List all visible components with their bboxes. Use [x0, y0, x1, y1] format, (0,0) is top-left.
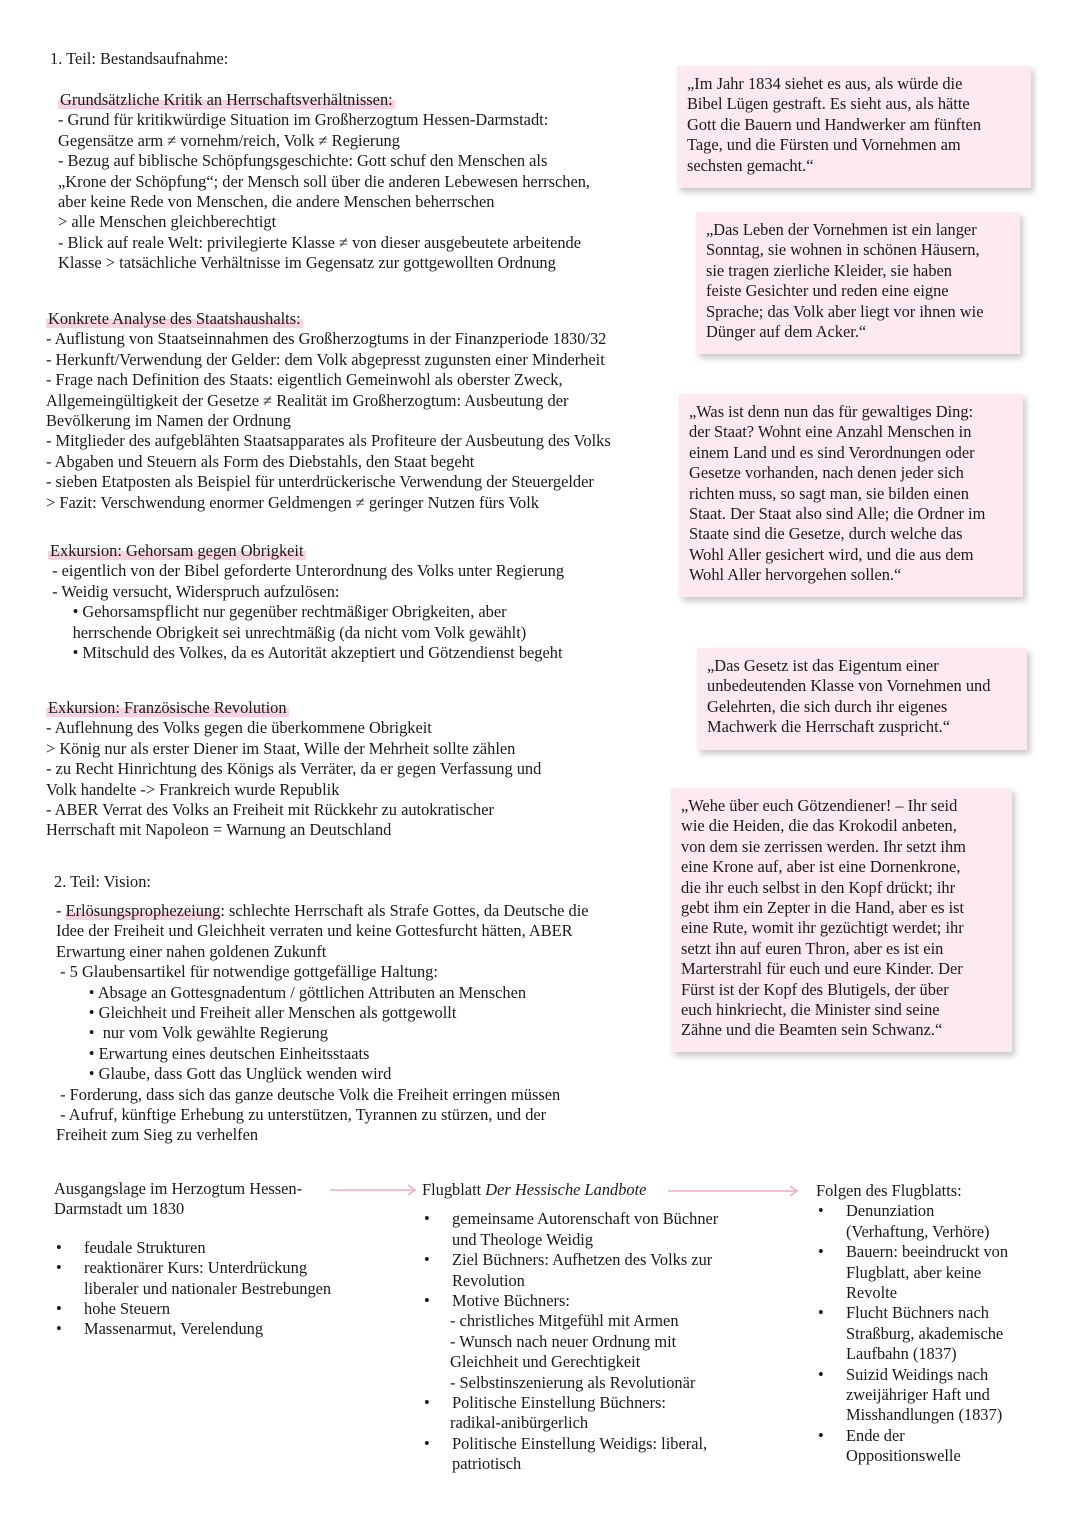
- arrow-right-icon: [668, 1185, 800, 1197]
- bullet-icon: •: [424, 1291, 430, 1311]
- quote-card: [679, 394, 1023, 597]
- bullet-icon: •: [56, 1319, 62, 1339]
- bullet-icon: •: [818, 1364, 824, 1384]
- text-line: Gegensätze arm ≠ vornehm/reich, Volk ≠ Regierung: [58, 130, 400, 150]
- quote-line: Staate sind die Gesetze, durch welche das: [689, 524, 963, 544]
- text-line: „Krone der Schöpfung“; der Mensch soll über die anderen Lebewesen herrschen,: [58, 171, 591, 191]
- text-line: • Absage an Gottesgnadentum / göttlichen Attributen an Menschen: [56, 982, 527, 1002]
- text-line: - Weidig versucht, Widerspruch aufzulösen:: [48, 581, 340, 601]
- list-item: • Denunziation (Verhaftung, Verhöre): [818, 1201, 990, 1241]
- quote-line: „Wehe über euch Götzendiener! – Ihr seid: [681, 796, 958, 815]
- quote-line: Sonntag, sie wohnen in schönen Häusern,: [706, 240, 980, 260]
- flow-title: Darmstadt um 1830: [54, 1199, 185, 1219]
- text-line: • Mitschuld des Volkes, da es Autorität akzeptiert und Götzendienst begeht: [48, 643, 563, 663]
- text-line: Herrschaft mit Napoleon = Warnung an Deutschland: [46, 820, 392, 840]
- text-line: • Glaube, dass Gott das Unglück wenden wird: [56, 1064, 392, 1084]
- quote-line: Wohl Aller hervorgehen sollen.“: [689, 565, 902, 585]
- bullet-icon: •: [818, 1303, 824, 1323]
- text-line: Klasse > tatsächliche Verhältnisse im Gegensatz zur gottgewollten Ordnung: [58, 253, 556, 273]
- quote-line: wie die Heiden, die das Krokodil anbeten,: [681, 816, 957, 836]
- prophecy-text: : schlechte Herrschaft als Strafe Gottes, da Deutsche die: [220, 901, 589, 920]
- section-heading-revolution: Exkursion: Französische Revolution: [48, 698, 287, 717]
- text-line: - Auflistung von Staatseinnahmen des Großherzogtums in der Finanzperiode 1830/32: [46, 329, 607, 349]
- flow-title: Folgen des Flugblatts:: [816, 1181, 962, 1200]
- text-line: > König nur als erster Diener im Staat, Wille der Mehrheit sollte zählen: [46, 738, 516, 758]
- text-line: • Erwartung eines deutschen Einheitsstaats: [56, 1043, 370, 1063]
- quote-line: Zähne und die Beamten sein Schwanz.“: [681, 1020, 943, 1040]
- part1-title: 1. Teil: Bestandsaufnahme:: [50, 49, 229, 68]
- quote-line: sie tragen zierliche Kleider, sie haben: [706, 260, 952, 280]
- flow-title: Flugblatt Der Hessische Landbote: [422, 1180, 647, 1199]
- text-line: Bevölkerung im Namen der Ordnung: [46, 411, 291, 431]
- list-item: • feudale Strukturen: [56, 1237, 206, 1257]
- text-line: - ABER Verrat des Volks an Freiheit mit Rückkehr zu autokratischer: [46, 800, 494, 820]
- quote-line: die ihr euch selbst in den Kopf drückt; ihr: [681, 877, 956, 897]
- section-heading-gehorsam: Exkursion: Gehorsam gegen Obrigkeit: [50, 541, 304, 560]
- flugblatt-title: Der Hessische Landbote: [485, 1180, 647, 1199]
- text-line: > Fazit: Verschwendung enormer Geldmengen ≠ geringer Nutzen fürs Volk: [46, 492, 539, 512]
- flow-col-flugblatt: [422, 1180, 752, 1475]
- bullet-icon: •: [56, 1237, 62, 1257]
- text-line: - sieben Etatposten als Beispiel für unterdrückerische Verwendung der Steuergelder: [46, 472, 594, 492]
- text-line: - Wunsch nach neuer Ordnung mit: [450, 1331, 677, 1351]
- text-line: - Abgaben und Steuern als Form des Diebstahls, den Staat begeht: [46, 451, 475, 471]
- text-line: - christliches Mitgefühl mit Armen: [450, 1311, 679, 1331]
- quote-line: „Im Jahr 1834 siehet es aus, als würde die: [687, 74, 963, 93]
- quote-line: Marterstrahl für euch und eure Kinder. Der: [681, 959, 963, 979]
- quote-line: Dünger auf dem Acker.“: [706, 322, 867, 342]
- list-item: • hohe Steuern: [56, 1299, 171, 1319]
- text-line: - Aufruf, künftige Erhebung zu unterstützen, Tyrannen zu stürzen, und der: [56, 1105, 547, 1125]
- text-line: • Gleichheit und Freiheit aller Menschen als gottgewollt: [56, 1003, 457, 1023]
- section-heading-analyse: Konkrete Analyse des Staatshaushalts:: [48, 309, 301, 328]
- quote-line: Wohl Aller gesichert wird, und die aus dem: [689, 544, 974, 564]
- text-line: Freiheit zum Sieg zu verhelfen: [56, 1125, 259, 1145]
- text-line: - Selbstinszenierung als Revolutionär: [450, 1372, 696, 1392]
- bullet-icon: •: [56, 1258, 62, 1278]
- quote-line: Bibel Lügen gestraft. Es sieht aus, als hätte: [687, 94, 970, 114]
- text-line: herrschende Obrigkeit sei unrechtmäßig (da nicht vom Volk gewählt): [48, 622, 527, 642]
- text-line: > alle Menschen gleichberechtigt: [58, 212, 277, 232]
- quote-line: eine Rute, womit ihr gezüchtigt werdet; ihr: [681, 918, 964, 938]
- text-line: - Frage nach Definition des Staats: eigentlich Gemeinwohl als oberster Zweck,: [46, 370, 563, 390]
- list-item: • Ziel Büchners: Aufhetzen des Volks zur Revolution: [424, 1250, 713, 1290]
- text-line: - zu Recht Hinrichtung des Königs als Verräter, da er gegen Verfassung und: [46, 759, 542, 779]
- list-item: • Suizid Weidings nach zweijähriger Haft und Misshandlungen (1837): [818, 1364, 1003, 1425]
- prophecy-label: Erlösungsprophezeiung: [65, 901, 221, 920]
- quote-line: von dem sie zerrissen werden. Ihr setzt ihm: [681, 836, 966, 856]
- quote-line: setzt ihn auf euren Thron, aber es ist ein: [681, 938, 944, 958]
- quote-line: „Das Gesetz ist das Eigentum einer: [707, 656, 939, 675]
- bullet-icon: •: [424, 1393, 430, 1413]
- quote-line: Machwerk die Herrschaft zuspricht.“: [707, 717, 951, 737]
- quote-line: euch hinkriecht, die Minister sind seine: [681, 1000, 940, 1020]
- text-line: - Auflehnung des Volks gegen die überkommene Obrigkeit: [46, 718, 432, 738]
- quote-line: Gelehrten, die sich durch ihr eigenes: [707, 696, 948, 716]
- section-gehorsam: [48, 541, 564, 663]
- list-item: • Ende der Oppositionswelle: [818, 1425, 961, 1466]
- text-line: - Mitglieder des aufgeblähten Staatsapparates als Profiteure der Ausbeutung des Volks: [46, 431, 611, 451]
- list-item: • reaktionärer Kurs: Unterdrückung liberaler und nationaler Bestrebungen: [56, 1258, 332, 1298]
- quote-line: Gott die Bauern und Handwerker am fünften: [687, 114, 982, 134]
- bullet-icon: •: [424, 1433, 430, 1453]
- text-line: - Blick auf reale Welt: privilegierte Klasse ≠ von dieser ausgebeutete arbeitende: [58, 232, 582, 252]
- section-analyse: [46, 309, 611, 513]
- text-line: aber keine Rede von Menschen, die andere Menschen beherrschen: [58, 192, 495, 212]
- text-line: - Bezug auf biblische Schöpfungsgeschichte: Gott schuf den Menschen als: [58, 151, 548, 171]
- text-line: Volk handelte -> Frankreich wurde Republik: [46, 779, 340, 799]
- motives-list: [422, 1311, 752, 1393]
- quote-line: der Staat? Wohnt eine Anzahl Menschen in: [689, 422, 972, 442]
- quote-card: [697, 648, 1027, 750]
- quote-line: richten muss, so sagt man, sie bilden einen: [689, 483, 969, 503]
- bullet-icon: •: [424, 1250, 430, 1270]
- text-line: Gleichheit und Gerechtigkeit: [450, 1352, 641, 1372]
- quote-line: „Was ist denn nun das für gewaltiges Ding:: [689, 402, 974, 421]
- flow-col-ausgangslage: [54, 1179, 334, 1340]
- quote-line: Sprache; das Volk aber liegt vor ihnen wie: [706, 301, 984, 321]
- quote-line: Gesetze vorhanden, nach denen jeder sich: [689, 463, 964, 483]
- text-line: • Gehorsamspflicht nur gegenüber rechtmäßiger Obrigkeiten, aber: [48, 602, 507, 622]
- quote-line: feiste Gesichter und reden eine eigne: [706, 281, 949, 301]
- quote-line: gebt ihm ein Zepter in die Hand, aber es ist: [681, 898, 965, 918]
- quote-line: einem Land und es sind Verordnungen oder: [689, 442, 975, 462]
- bullet-icon: •: [818, 1242, 824, 1262]
- quote-card: [696, 212, 1020, 354]
- list-item: • Politische Einstellung Weidigs: liberal, patriotisch: [424, 1433, 708, 1474]
- list-item: • Massenarmut, Verelendung: [56, 1319, 264, 1339]
- text-line: Allgemeingültigkeit der Gesetze ≠ Realität im Großherzogtum: Ausbeutung der: [46, 390, 569, 410]
- list-item: • Politische Einstellung Büchners: radikal-anibürgerlich: [424, 1393, 666, 1433]
- kritik-lines: [58, 110, 590, 273]
- quote-line: „Das Leben der Vornehmen ist ein langer: [706, 220, 977, 239]
- section-heading-kritik: Grundsätzliche Kritik an Herrschaftsverhältnissen:: [60, 90, 393, 109]
- bullet-icon: •: [818, 1425, 824, 1445]
- quote-line: eine Krone auf, aber ist eine Dornenkrone,: [681, 857, 961, 877]
- bullet-icon: •: [818, 1201, 824, 1221]
- text-line: - 5 Glaubensartikel für notwendige gottgefällige Haltung:: [56, 962, 438, 982]
- quote-line: Fürst ist der Kopf des Blutigels, der über: [681, 979, 949, 999]
- text-line: - Herkunft/Verwendung der Gelder: dem Volk abgepresst zugunsten einer Minderheit: [46, 349, 605, 369]
- text-line: Erwartung einer nahen goldenen Zukunft: [56, 941, 327, 961]
- section-revolution: [46, 698, 541, 841]
- list-item: • Motive Büchners:: [424, 1291, 570, 1311]
- section-kritik: [58, 90, 590, 274]
- arrow-right-icon: [330, 1184, 418, 1196]
- quote-card: [671, 788, 1012, 1052]
- text-line: - Forderung, dass sich das ganze deutsche Volk die Freiheit erringen müssen: [56, 1084, 561, 1104]
- section-vision: - Erlösungsprophezeiung: schlechte Herrschaft als Strafe Gottes, da Deutsche die Idee der Freiheit und Gleichheit verraten und keine Gottesfurcht hätten, ABER Erwartung einer nahen goldenen Zukunft - 5 Glaubensartikel für notwendige gottgefällige Haltung: • Absage an Gottesgnadentum / göttlichen Attributen an Menschen • Gleichheit und Freiheit aller Menschen als gottgewollt • nur vom Volk gewählte Regierung • Erwartung eines deutschen Einheitsstaats • Glaube, dass Gott das Unglück wenden wird - Forderung, dass sich das ganze deutsche Volk die Freiheit erringen müssen - Aufruf, künftige Erhebung zu unterstützen, Tyrannen zu stürzen, und der Freiheit zum Sieg zu verhelfen: [56, 901, 589, 1145]
- bullet-icon: •: [56, 1299, 62, 1319]
- list-item: • Flucht Büchners nach Straßburg, akademische Laufbahn (1837): [818, 1303, 1004, 1364]
- part2-title: 2. Teil: Vision:: [54, 872, 151, 891]
- quote-line: unbedeutenden Klasse von Vornehmen und: [707, 676, 991, 696]
- text-line: Idee der Freiheit und Gleichheit verraten und keine Gottesfurcht hätten, ABER: [56, 921, 573, 941]
- quote-line: Tage, und die Fürsten und Vornehmen am: [687, 135, 961, 155]
- list-item: • Bauern: beeindruckt von Flugblatt, aber keine Revolte: [818, 1242, 1009, 1303]
- text-line: - eigentlich von der Bibel geforderte Unterordnung des Volks unter Regierung: [48, 561, 565, 581]
- list-item: • gemeinsame Autorenschaft von Büchner und Theologe Weidig: [424, 1209, 719, 1249]
- text-line: • nur vom Volk gewählte Regierung: [56, 1023, 328, 1043]
- bullet-icon: •: [424, 1209, 430, 1229]
- quote-card: [677, 66, 1031, 188]
- quote-line: Staat. Der Staat also sind Alle; die Ordner im: [689, 504, 986, 524]
- quote-line: sechsten gemacht.“: [687, 155, 814, 175]
- flow-col-folgen: [816, 1181, 1046, 1467]
- text-line: - Grund für kritikwürdige Situation im Großherzogtum Hessen-Darmstadt:: [58, 110, 549, 130]
- flow-title: Ausgangslage im Herzogtum Hessen-: [54, 1179, 303, 1198]
